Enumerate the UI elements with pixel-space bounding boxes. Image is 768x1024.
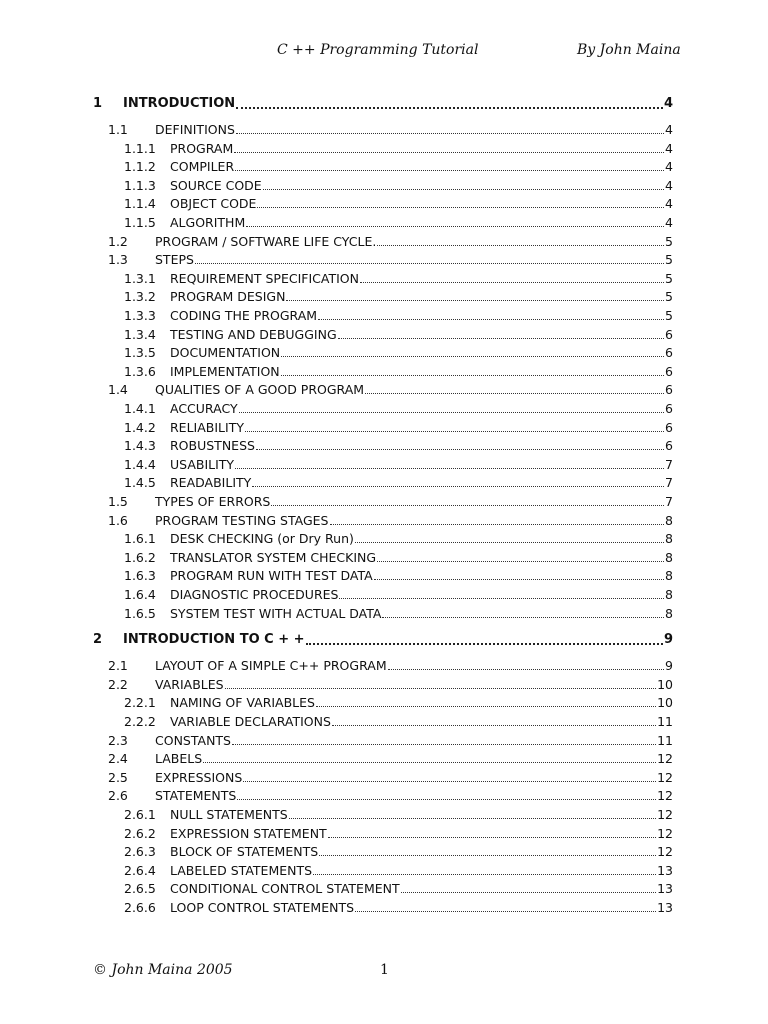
toc-entry-page: 7 <box>665 456 673 472</box>
toc-entry-page: 12 <box>657 751 673 767</box>
toc-entry-page: 12 <box>657 807 673 822</box>
toc-entry-number: 2.6.6 <box>124 900 156 915</box>
toc-entry-number: 2.6 <box>108 788 128 804</box>
toc-entry-title: INTRODUCTION TO C + + <box>123 632 305 648</box>
toc-entry[interactable] <box>124 214 673 232</box>
dot-leader <box>237 788 656 800</box>
toc-entry-page: 8 <box>665 587 673 602</box>
toc-entry[interactable] <box>124 899 673 917</box>
toc-entry-title: COMPILER <box>170 159 235 175</box>
page-header <box>0 42 768 62</box>
toc-entry[interactable] <box>93 95 673 113</box>
toc-entry[interactable] <box>124 586 673 604</box>
toc-entry[interactable] <box>124 825 673 843</box>
toc-entry-title: SOURCE CODE <box>170 177 262 193</box>
toc-entry-title: STEPS <box>155 252 194 268</box>
toc-entry-title: DEFINITIONS <box>155 122 235 137</box>
dot-leader <box>365 382 664 394</box>
toc-entry-title: PROGRAM <box>170 140 234 156</box>
toc-entry-page: 6 <box>665 438 673 454</box>
dot-leader <box>235 457 664 469</box>
toc-entry-page: 11 <box>657 714 673 729</box>
toc-entry[interactable] <box>124 530 673 548</box>
toc-entry[interactable] <box>124 326 673 344</box>
toc-entry-page: 5 <box>665 252 673 268</box>
toc-entry[interactable] <box>124 307 673 325</box>
toc-entry-title: LAYOUT OF A SIMPLE C++ PROGRAM <box>155 658 387 674</box>
toc-entry-page: 5 <box>665 233 673 249</box>
toc-entry-number: 2.4 <box>108 751 128 767</box>
toc-entry-title: CONSTANTS <box>155 732 231 748</box>
toc-entry-page: 6 <box>665 382 673 398</box>
toc-entry[interactable] <box>108 769 673 787</box>
document-author: By John Maina <box>577 42 681 58</box>
toc-entry-page: 7 <box>665 494 673 509</box>
toc-entry-page: 9 <box>665 658 673 674</box>
toc-entry[interactable] <box>124 288 673 306</box>
toc-entry-page: 8 <box>665 549 673 565</box>
toc-entry-page: 6 <box>665 419 673 435</box>
dot-leader <box>236 96 663 109</box>
toc-entry-number: 2.5 <box>108 769 128 785</box>
toc-entry-page: 4 <box>665 215 673 230</box>
toc-entry-number: 2.6.5 <box>124 881 156 897</box>
toc-entry-page: 13 <box>657 881 673 897</box>
dot-leader <box>313 863 656 875</box>
toc-entry-title: EXPRESSION STATEMENT <box>170 825 327 841</box>
toc-entry-number: 1.3.5 <box>124 345 156 361</box>
dot-leader <box>374 568 664 580</box>
toc-entry[interactable] <box>124 419 673 437</box>
toc-entry-number: 1.6.2 <box>124 549 156 565</box>
toc-entry-page: 8 <box>665 531 673 547</box>
toc-entry-number: 2.6.2 <box>124 825 156 841</box>
dot-leader <box>281 364 664 376</box>
dot-leader <box>263 178 664 190</box>
dot-leader <box>243 770 656 782</box>
toc-entry[interactable] <box>124 474 673 492</box>
toc-entry[interactable] <box>124 456 673 474</box>
toc-entry-page: 4 <box>665 177 673 193</box>
dot-leader <box>328 826 656 838</box>
toc-entry[interactable] <box>108 121 673 139</box>
toc-entry-title: BLOCK OF STATEMENTS <box>170 844 319 860</box>
toc-entry-number: 1.3.6 <box>124 363 156 379</box>
toc-entry-title: CODING THE PROGRAM <box>170 308 318 323</box>
dot-leader <box>355 531 664 543</box>
toc-entry-page: 4 <box>665 159 673 175</box>
dot-leader <box>245 420 664 432</box>
toc-entry[interactable] <box>108 381 673 399</box>
toc-entry-number: 1.2 <box>108 233 128 249</box>
toc-entry-number: 1.3.3 <box>124 308 156 323</box>
toc-entry[interactable] <box>124 880 673 898</box>
dot-leader <box>286 289 664 301</box>
toc-entry-title: NULL STATEMENTS <box>170 807 288 822</box>
toc-entry[interactable] <box>108 251 673 269</box>
dot-leader <box>234 141 664 153</box>
page-number: 1 <box>380 962 389 978</box>
toc-entry-title: PROGRAM RUN WITH TEST DATA <box>170 568 373 584</box>
toc-entry-number: 1.4.4 <box>124 456 156 472</box>
dot-leader <box>236 122 664 134</box>
toc-entry-number: 1.1.5 <box>124 215 156 230</box>
dot-leader <box>246 215 664 227</box>
toc-entry-page: 10 <box>657 695 673 711</box>
toc-entry[interactable] <box>124 694 673 712</box>
toc-entry-title: RELIABILITY <box>170 419 244 435</box>
toc-entry[interactable] <box>124 270 673 288</box>
toc-entry-title: PROGRAM TESTING STAGES <box>155 512 329 528</box>
toc-entry[interactable] <box>124 400 673 418</box>
toc-entry-page: 12 <box>657 788 673 804</box>
toc-entry-title: LABELED STATEMENTS <box>170 862 313 878</box>
toc-entry-page: 12 <box>657 769 673 785</box>
toc-entry-page: 6 <box>665 326 673 342</box>
document-title: C ++ Programming Tutorial <box>277 42 479 58</box>
toc-entry[interactable] <box>124 158 673 176</box>
dot-leader <box>338 327 664 339</box>
toc-entry-title: PROGRAM DESIGN <box>170 289 286 305</box>
toc-entry[interactable] <box>108 233 673 251</box>
dot-leader <box>256 438 664 450</box>
toc-entry-number: 2.6.1 <box>124 807 156 822</box>
toc-entry[interactable] <box>108 657 673 675</box>
dot-leader <box>377 234 664 246</box>
page-footer <box>0 962 768 982</box>
toc-entry[interactable] <box>124 713 673 731</box>
toc-entry[interactable] <box>124 567 673 585</box>
toc-entry-number: 2.6.4 <box>124 862 156 878</box>
toc-entry-number: 1.3 <box>108 252 128 268</box>
toc-entry[interactable] <box>124 437 673 455</box>
toc-entry-page: 12 <box>657 844 673 860</box>
dot-leader <box>225 677 656 689</box>
toc-entry-number: 1.3.2 <box>124 289 156 305</box>
toc-entry-title: TESTING AND DEBUGGING <box>170 326 337 342</box>
toc-entry-number: 1.4.3 <box>124 438 156 454</box>
toc-entry-title: ALGORITHM <box>170 215 246 230</box>
toc-entry-page: 13 <box>657 862 673 878</box>
toc-entry-title: QUALITIES OF A GOOD PROGRAM <box>155 382 365 398</box>
toc-entry-number: 1.3.4 <box>124 326 156 342</box>
toc-entry-title: USABILITY <box>170 456 235 472</box>
toc-entry[interactable] <box>108 787 673 805</box>
toc-entry-title: TRANSLATOR SYSTEM CHECKING <box>170 549 377 565</box>
toc-entry-title: DOCUMENTATION <box>170 345 281 361</box>
toc-entry-page: 6 <box>665 401 673 416</box>
toc-entry-title: ACCURACY <box>170 401 238 416</box>
toc-entry-number: 1.4.1 <box>124 401 156 416</box>
toc-entry-number: 1.6.3 <box>124 568 156 584</box>
toc-entry[interactable] <box>93 631 673 649</box>
toc-entry-number: 1.3.1 <box>124 270 156 286</box>
toc-entry-page: 11 <box>657 732 673 748</box>
toc-entry-title: LABELS <box>155 751 203 767</box>
toc-entry[interactable] <box>124 195 673 213</box>
toc-entry[interactable] <box>108 512 673 530</box>
toc-entry[interactable] <box>124 140 673 158</box>
toc-entry-number: 1.1.2 <box>124 159 156 175</box>
dot-leader <box>319 844 656 856</box>
toc-entry-number: 2.1 <box>108 658 128 674</box>
toc-entry-title: STATEMENTS <box>155 788 237 804</box>
toc-entry-number: 1.4.2 <box>124 419 156 435</box>
toc-entry[interactable] <box>124 843 673 861</box>
toc-entry-number: 2.2.2 <box>124 714 156 729</box>
toc-entry-page: 6 <box>665 345 673 361</box>
dot-leader <box>360 271 664 283</box>
toc-entry-page: 12 <box>657 825 673 841</box>
dot-leader <box>195 252 664 264</box>
toc-entry-title: EXPRESSIONS <box>155 769 243 785</box>
toc-entry-number: 1.5 <box>108 494 128 509</box>
toc-entry[interactable] <box>124 605 673 623</box>
toc-entry-page: 10 <box>657 676 673 692</box>
toc-entry-page: 8 <box>665 605 673 621</box>
toc-entry[interactable] <box>124 806 673 824</box>
toc-entry-page: 13 <box>657 900 673 915</box>
toc-entry-page: 4 <box>665 196 673 212</box>
toc-entry-page: 5 <box>665 289 673 305</box>
toc-entry[interactable] <box>124 549 673 567</box>
dot-leader <box>388 658 664 670</box>
dot-leader <box>271 494 664 506</box>
toc-entry-number: 1.4.5 <box>124 475 156 491</box>
toc-entry-page: 4 <box>663 96 673 111</box>
dot-leader <box>318 308 664 320</box>
toc-entry-title: NAMING OF VARIABLES <box>170 695 315 711</box>
toc-entry-number: 2.3 <box>108 732 128 748</box>
toc-entry-title: DESK CHECKING (or Dry Run) <box>170 531 354 547</box>
toc-entry-number: 1.1.4 <box>124 196 156 212</box>
dot-leader <box>339 587 664 599</box>
toc-entry-number: 2 <box>93 632 103 648</box>
toc-entry[interactable] <box>124 177 673 195</box>
toc-entry-number: 1.6.1 <box>124 531 156 547</box>
toc-entry-title: LOOP CONTROL STATEMENTS <box>170 900 355 915</box>
toc-entry-number: 2.6.3 <box>124 844 156 860</box>
toc-entry-page: 5 <box>665 308 673 323</box>
toc-entry-title: INTRODUCTION <box>123 96 236 111</box>
toc-entry-number: 1.1 <box>108 122 128 137</box>
toc-entry[interactable] <box>108 493 673 511</box>
toc-entry-number: 2.2 <box>108 676 128 692</box>
toc-entry[interactable] <box>124 363 673 381</box>
toc-entry-page: 9 <box>663 632 673 648</box>
copyright-notice: © John Maina 2005 <box>93 962 233 978</box>
toc-entry-title: TYPES OF ERRORS <box>155 494 271 509</box>
toc-entry-title: VARIABLES <box>155 676 224 692</box>
toc-entry-page: 8 <box>665 512 673 528</box>
dot-leader <box>232 733 656 745</box>
toc-entry[interactable] <box>108 750 673 768</box>
toc-entry-number: 2.2.1 <box>124 695 156 711</box>
toc-entry-number: 1.4 <box>108 382 128 398</box>
dot-leader <box>289 807 656 819</box>
toc-entry-title: REQUIREMENT SPECIFICATION <box>170 270 359 286</box>
toc-entry-page: 6 <box>665 363 673 379</box>
toc-entry-number: 1.6.4 <box>124 587 156 602</box>
toc-entry-page: 5 <box>665 270 673 286</box>
toc-entry-title: OBJECT CODE <box>170 196 257 212</box>
toc-entry-title: READABILITY <box>170 475 252 491</box>
toc-entry-title: CONDITIONAL CONTROL STATEMENT <box>170 881 400 897</box>
toc-entry-page: 7 <box>665 475 673 491</box>
toc-entry[interactable] <box>108 676 673 694</box>
toc-entry-title: ROBUSTNESS <box>170 438 255 454</box>
dot-leader <box>377 550 664 562</box>
toc-entry[interactable] <box>124 344 673 362</box>
dot-leader <box>401 881 656 893</box>
dot-leader <box>332 714 656 726</box>
dot-leader <box>203 751 656 763</box>
dot-leader <box>252 475 664 487</box>
toc-entry-page: 4 <box>665 122 673 137</box>
toc-entry[interactable] <box>108 732 673 750</box>
toc-entry-number: 1.6.5 <box>124 605 156 621</box>
dot-leader <box>257 196 664 208</box>
toc-entry-number: 1 <box>93 96 103 111</box>
toc-entry-title: VARIABLE DECLARATIONS <box>170 714 331 729</box>
toc-entry-title: DIAGNOSTIC PROCEDURES <box>170 587 339 602</box>
dot-leader <box>306 632 663 645</box>
toc-entry-title: IMPLEMENTATION <box>170 363 280 379</box>
toc-entry-number: 1.1.3 <box>124 177 156 193</box>
dot-leader <box>382 606 664 618</box>
dot-leader <box>239 401 664 413</box>
toc-entry-title: SYSTEM TEST WITH ACTUAL DATA <box>170 605 382 621</box>
dot-leader <box>355 900 656 912</box>
dot-leader <box>316 695 656 707</box>
dot-leader <box>330 513 665 525</box>
dot-leader <box>235 159 664 171</box>
toc-entry-page: 8 <box>665 568 673 584</box>
toc-entry-number: 1.6 <box>108 512 128 528</box>
toc-entry-number: 1.1.1 <box>124 140 156 156</box>
dot-leader <box>281 345 664 357</box>
toc-entry-page: 4 <box>665 140 673 156</box>
toc-entry[interactable] <box>124 862 673 880</box>
toc-entry-title: PROGRAM / SOFTWARE LIFE CYCLE. <box>155 233 377 249</box>
